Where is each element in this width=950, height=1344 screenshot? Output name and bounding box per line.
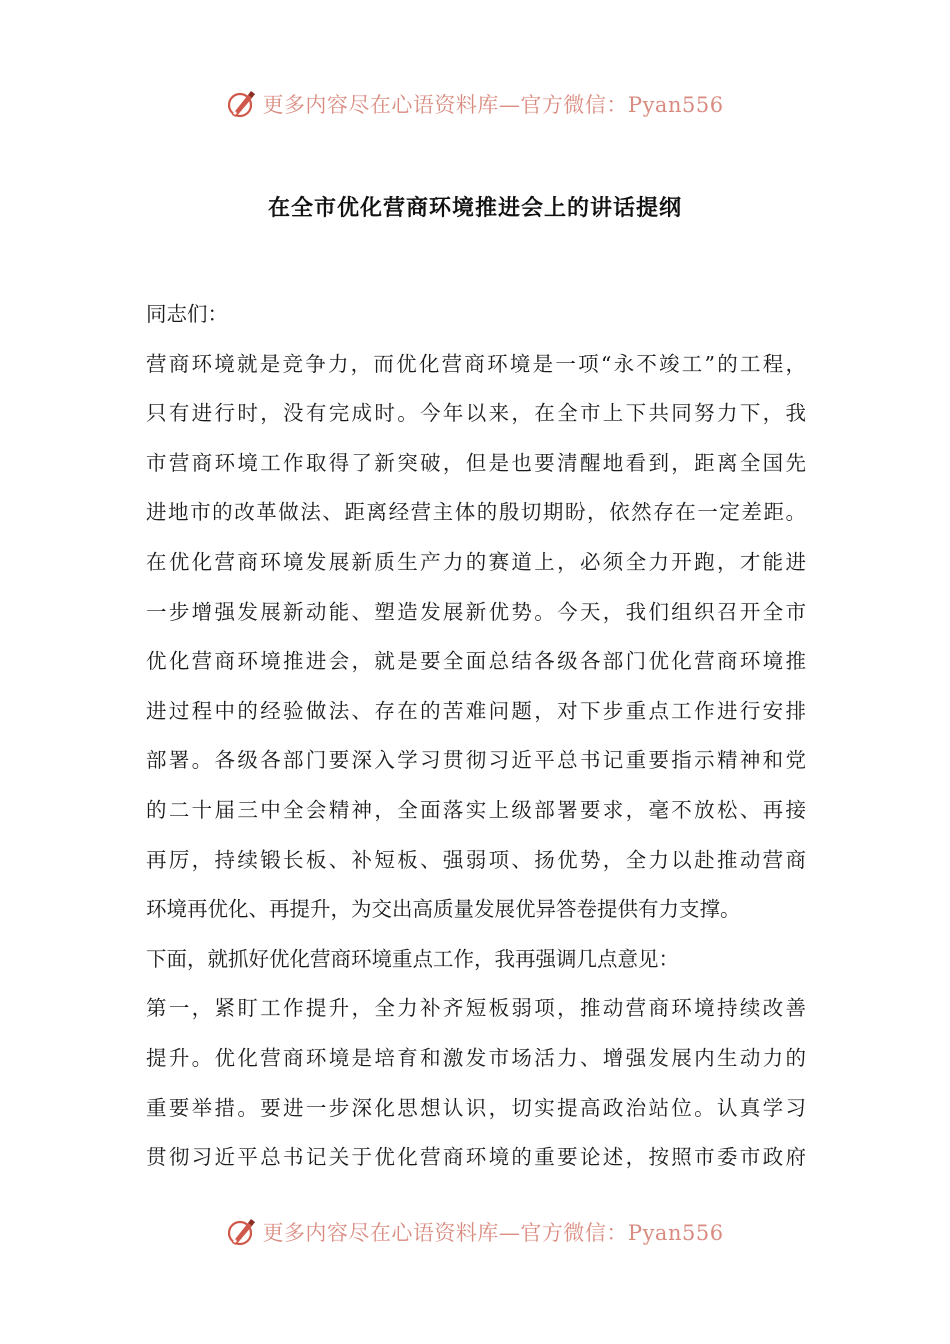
paragraph-line: 环境再优化、再提升，为交出高质量发展优异答卷提供有力支撑。 bbox=[146, 897, 741, 922]
watermark-header bbox=[0, 84, 950, 124]
paragraph-line: 贯彻习近平总书记关于优化营商环境的重要论述，按照市委市政府 bbox=[146, 1145, 806, 1170]
salutation: 同志们： bbox=[146, 302, 228, 326]
pen-in-circle-icon bbox=[226, 1217, 256, 1247]
watermark-text: 更多内容尽在心语资料库—官方微信：Pyan556 bbox=[262, 1221, 724, 1245]
paragraph-line: 进过程中的经验做法、存在的苦难问题，对下步重点工作进行安排 bbox=[146, 698, 806, 723]
paragraph-line: 第一，紧盯工作提升，全力补齐短板弱项，推动营商环境持续改善 bbox=[146, 996, 806, 1021]
paragraph-line: 市营商环境工作取得了新突破，但是也要清醒地看到，距离全国先 bbox=[146, 450, 806, 475]
paragraph-line: 的二十届三中全会精神，全面落实上级部署要求，毫不放松、再接 bbox=[146, 797, 806, 822]
paragraph-line: 进地市的改革做法、距离经营主体的殷切期盼，依然存在一定差距。 bbox=[146, 500, 806, 525]
document-body bbox=[146, 290, 806, 1183]
paragraph-line: 只有进行时，没有完成时。今年以来，在全市上下共同努力下，我 bbox=[146, 401, 806, 426]
paragraph-line: 提升。优化营商环境是培育和激发市场活力、增强发展内生动力的 bbox=[146, 1045, 806, 1070]
paragraph-line: 在优化营商环境发展新质生产力的赛道上，必须全力开跑，才能进 bbox=[146, 549, 806, 574]
paragraph-line: 部署。各级各部门要深入学习贯彻习近平总书记重要指示精神和党 bbox=[146, 748, 806, 773]
paragraph-line: 优化营商环境推进会，就是要全面总结各级各部门优化营商环境推 bbox=[146, 649, 806, 674]
paragraph-line: 营商环境就是竞争力，而优化营商环境是一项“永不竣工”的工程， bbox=[146, 351, 806, 376]
paragraph-line: 一步增强发展新动能、塑造发展新优势。今天，我们组织召开全市 bbox=[146, 599, 806, 624]
paragraph-line: 再厉，持续锻长板、补短板、强弱项、扬优势，全力以赴推动营商 bbox=[146, 847, 806, 872]
pen-in-circle-icon bbox=[226, 89, 256, 119]
document-title: 在全市优化营商环境推进会上的讲话提纲 bbox=[267, 195, 682, 221]
paragraph-line: 重要举措。要进一步深化思想认识，切实提高政治站位。认真学习 bbox=[146, 1095, 806, 1120]
paragraph-line: 下面，就抓好优化营商环境重点工作，我再强调几点意见： bbox=[146, 946, 679, 971]
watermark-text: 更多内容尽在心语资料库—官方微信：Pyan556 bbox=[262, 93, 724, 117]
watermark-footer bbox=[0, 1212, 950, 1252]
